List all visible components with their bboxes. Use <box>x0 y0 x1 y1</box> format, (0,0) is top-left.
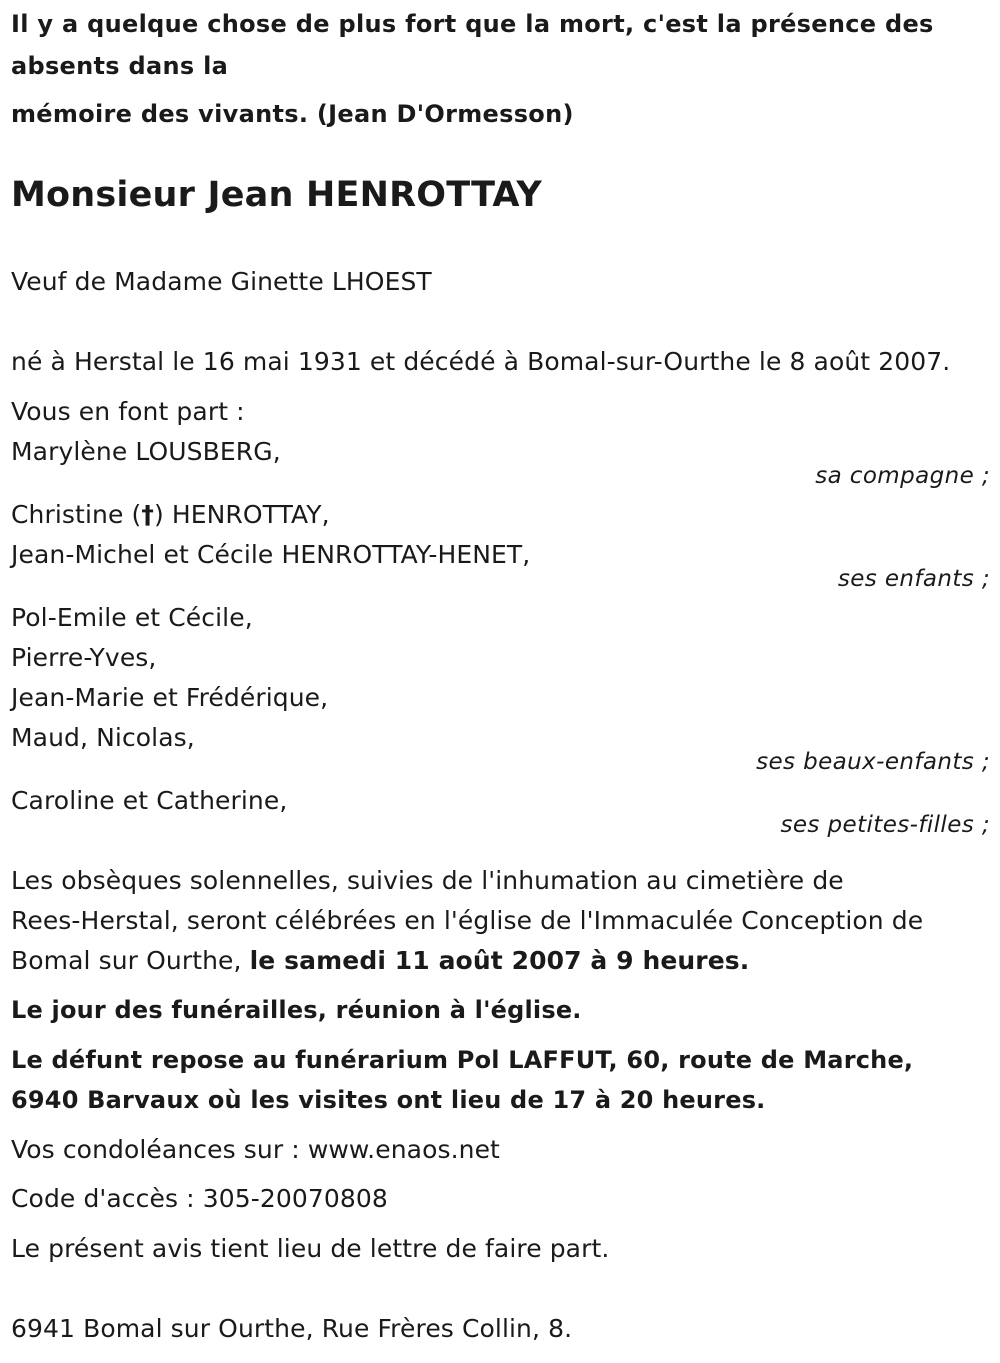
funeral-line-3 <box>11 946 749 976</box>
birth-death-line: né à Herstal le 16 mai 1931 et décédé à Bomal-sur-Ourthe le 8 août 2007. <box>11 347 951 376</box>
deceased-name: Monsieur Jean HENROTTAY <box>11 175 542 215</box>
companion-role: sa compagne ; <box>815 463 990 489</box>
child-christine-prefix: Christine ( <box>11 500 142 529</box>
funeral-date: le samedi 11 août 2007 à 9 heures. <box>249 946 750 975</box>
repose-line-2: 6940 Barvaux où les visites ont lieu de 17 à 20 heures. <box>11 1086 766 1114</box>
repose-line-1: Le défunt repose au funérarium Pol LAFFUT, 60, route de Marche, <box>11 1046 914 1074</box>
child-christine <box>11 500 330 530</box>
companion-name: Marylène LOUSBERG, <box>11 437 281 466</box>
cross-icon: † <box>141 500 154 529</box>
children-role: ses enfants ; <box>837 566 990 592</box>
condolences-line: Vos condoléances sur : www.enaos.net <box>11 1135 500 1164</box>
announcers-intro: Vous en font part : <box>11 397 245 426</box>
stepchildren-role: ses beaux-enfants ; <box>756 749 990 775</box>
stepchild-4: Maud, Nicolas, <box>11 723 195 752</box>
spouse-line: Veuf de Madame Ginette LHOEST <box>11 267 432 296</box>
funeral-line-3-prefix: Bomal sur Ourthe, <box>11 946 250 975</box>
quote-line-2: absents dans la <box>11 52 229 80</box>
quote-line-1: Il y a quelque chose de plus fort que la mort, c'est la présence des <box>11 10 934 38</box>
stepchild-2: Pierre-Yves, <box>11 643 157 672</box>
funeral-line-1: Les obsèques solennelles, suivies de l'inhumation au cimetière de <box>11 866 844 895</box>
granddaughters-names: Caroline et Catherine, <box>11 786 288 815</box>
stepchild-3: Jean-Marie et Frédérique, <box>11 683 329 712</box>
funeral-line-2: Rees-Herstal, seront célébrées en l'église de l'Immaculée Conception de <box>11 906 924 935</box>
access-code-line: Code d'accès : 305-20070808 <box>11 1184 388 1213</box>
address-line: 6941 Bomal sur Ourthe, Rue Frères Collin, 8. <box>11 1314 573 1343</box>
meeting-line: Le jour des funérailles, réunion à l'église. <box>11 996 582 1024</box>
granddaughters-role: ses petites-filles ; <box>780 812 990 838</box>
child-christine-suffix: ) HENROTTAY, <box>153 500 330 529</box>
child-jean-michel: Jean-Michel et Cécile HENROTTAY-HENET, <box>11 540 531 569</box>
notice-line: Le présent avis tient lieu de lettre de faire part. <box>11 1234 610 1263</box>
quote-line-3: mémoire des vivants. (Jean D'Ormesson) <box>11 100 574 128</box>
stepchild-1: Pol-Emile et Cécile, <box>11 603 253 632</box>
